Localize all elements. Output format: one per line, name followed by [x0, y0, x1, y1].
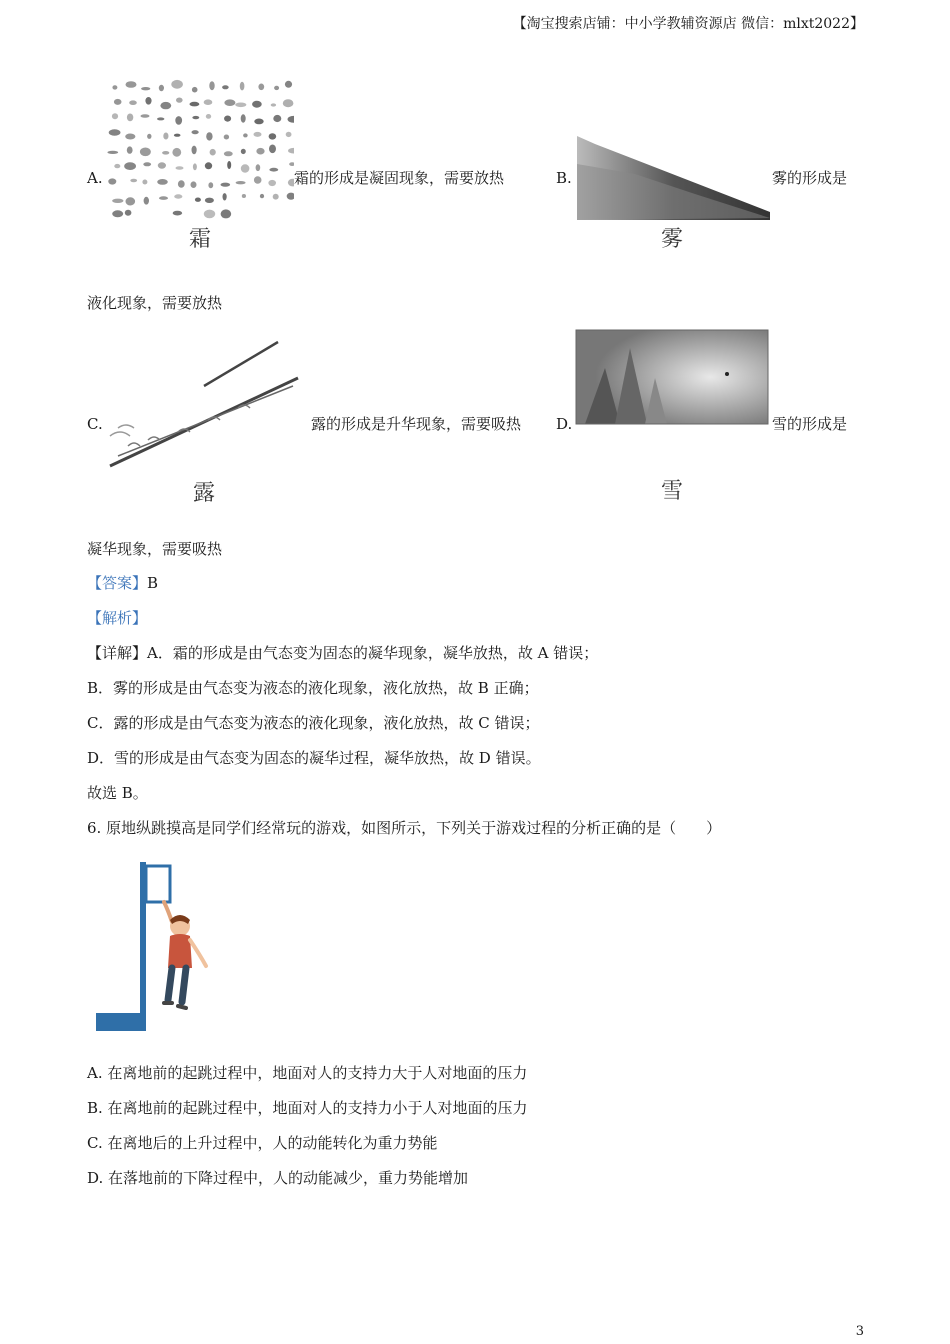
option-b-text-line2: 液化现象，需要放热	[87, 294, 223, 312]
frost-image	[106, 78, 294, 250]
option-a-text: 霜的形成是凝固现象，需要放热	[294, 169, 505, 187]
fog-image	[575, 134, 770, 252]
snow-caption: 雪	[660, 479, 684, 504]
page-number: 3	[855, 1324, 864, 1339]
analysis-label: 【解析】	[87, 609, 148, 627]
q6-option-d: D. 在落地前的下降过程中，人的动能减少，重力势能增加	[87, 1169, 469, 1187]
fog-caption: 雾	[660, 227, 684, 252]
option-c-letter: C.	[87, 415, 103, 433]
detail-line-3: C．露的形成是由气态变为液态的液化现象，液化放热，故 C 错误；	[87, 714, 540, 732]
question-6-stem: 6. 原地纵跳摸高是同学们经常玩的游戏，如图所示，下列关于游戏过程的分析正确的是（ ）	[87, 819, 722, 837]
detail-line-1	[87, 643, 598, 663]
answer-value: B	[147, 574, 159, 592]
q6-option-c: C. 在离地后的上升过程中，人的动能转化为重力势能	[87, 1134, 438, 1152]
option-d-text-line1: 雪的形成是	[772, 415, 848, 433]
page-header: 【淘宝搜索店铺：中小学教辅资源店 微信：mlxt2022】	[512, 16, 864, 32]
option-b-text-line1: 雾的形成是	[772, 169, 848, 187]
detail-line-2: B．雾的形成是由气态变为液态的液化现象，液化放热，故 B 正确；	[87, 679, 539, 697]
dew-image	[108, 336, 300, 506]
conclusion-line: 故选 B。	[87, 784, 148, 802]
jump-figure	[94, 860, 214, 1035]
option-c-text: 露的形成是升华现象，需要吸热	[311, 415, 522, 433]
dew-caption: 露	[192, 481, 216, 506]
answer-line	[87, 573, 158, 593]
frost-caption: 霜	[188, 227, 212, 250]
snow-image	[575, 328, 770, 508]
option-d-letter: D.	[556, 415, 573, 433]
answer-label: 【答案】	[87, 574, 148, 592]
q6-option-b: B. 在离地前的起跳过程中，地面对人的支持力小于人对地面的压力	[87, 1099, 528, 1117]
detail-line-4: D．雪的形成是由气态变为固态的凝华过程，凝华放热，故 D 错误。	[87, 749, 541, 767]
option-a-letter: A.	[87, 169, 103, 187]
q6-option-a: A. 在离地前的起跳过程中，地面对人的支持力大于人对地面的压力	[87, 1064, 528, 1082]
option-b-letter: B.	[556, 169, 572, 187]
detail-text-1: A．霜的形成是由气态变为固态的凝华现象，凝华放热，故 A 错误；	[147, 644, 599, 662]
detail-label: 【详解】	[87, 644, 148, 662]
option-d-text-line2: 凝华现象，需要吸热	[87, 540, 223, 558]
